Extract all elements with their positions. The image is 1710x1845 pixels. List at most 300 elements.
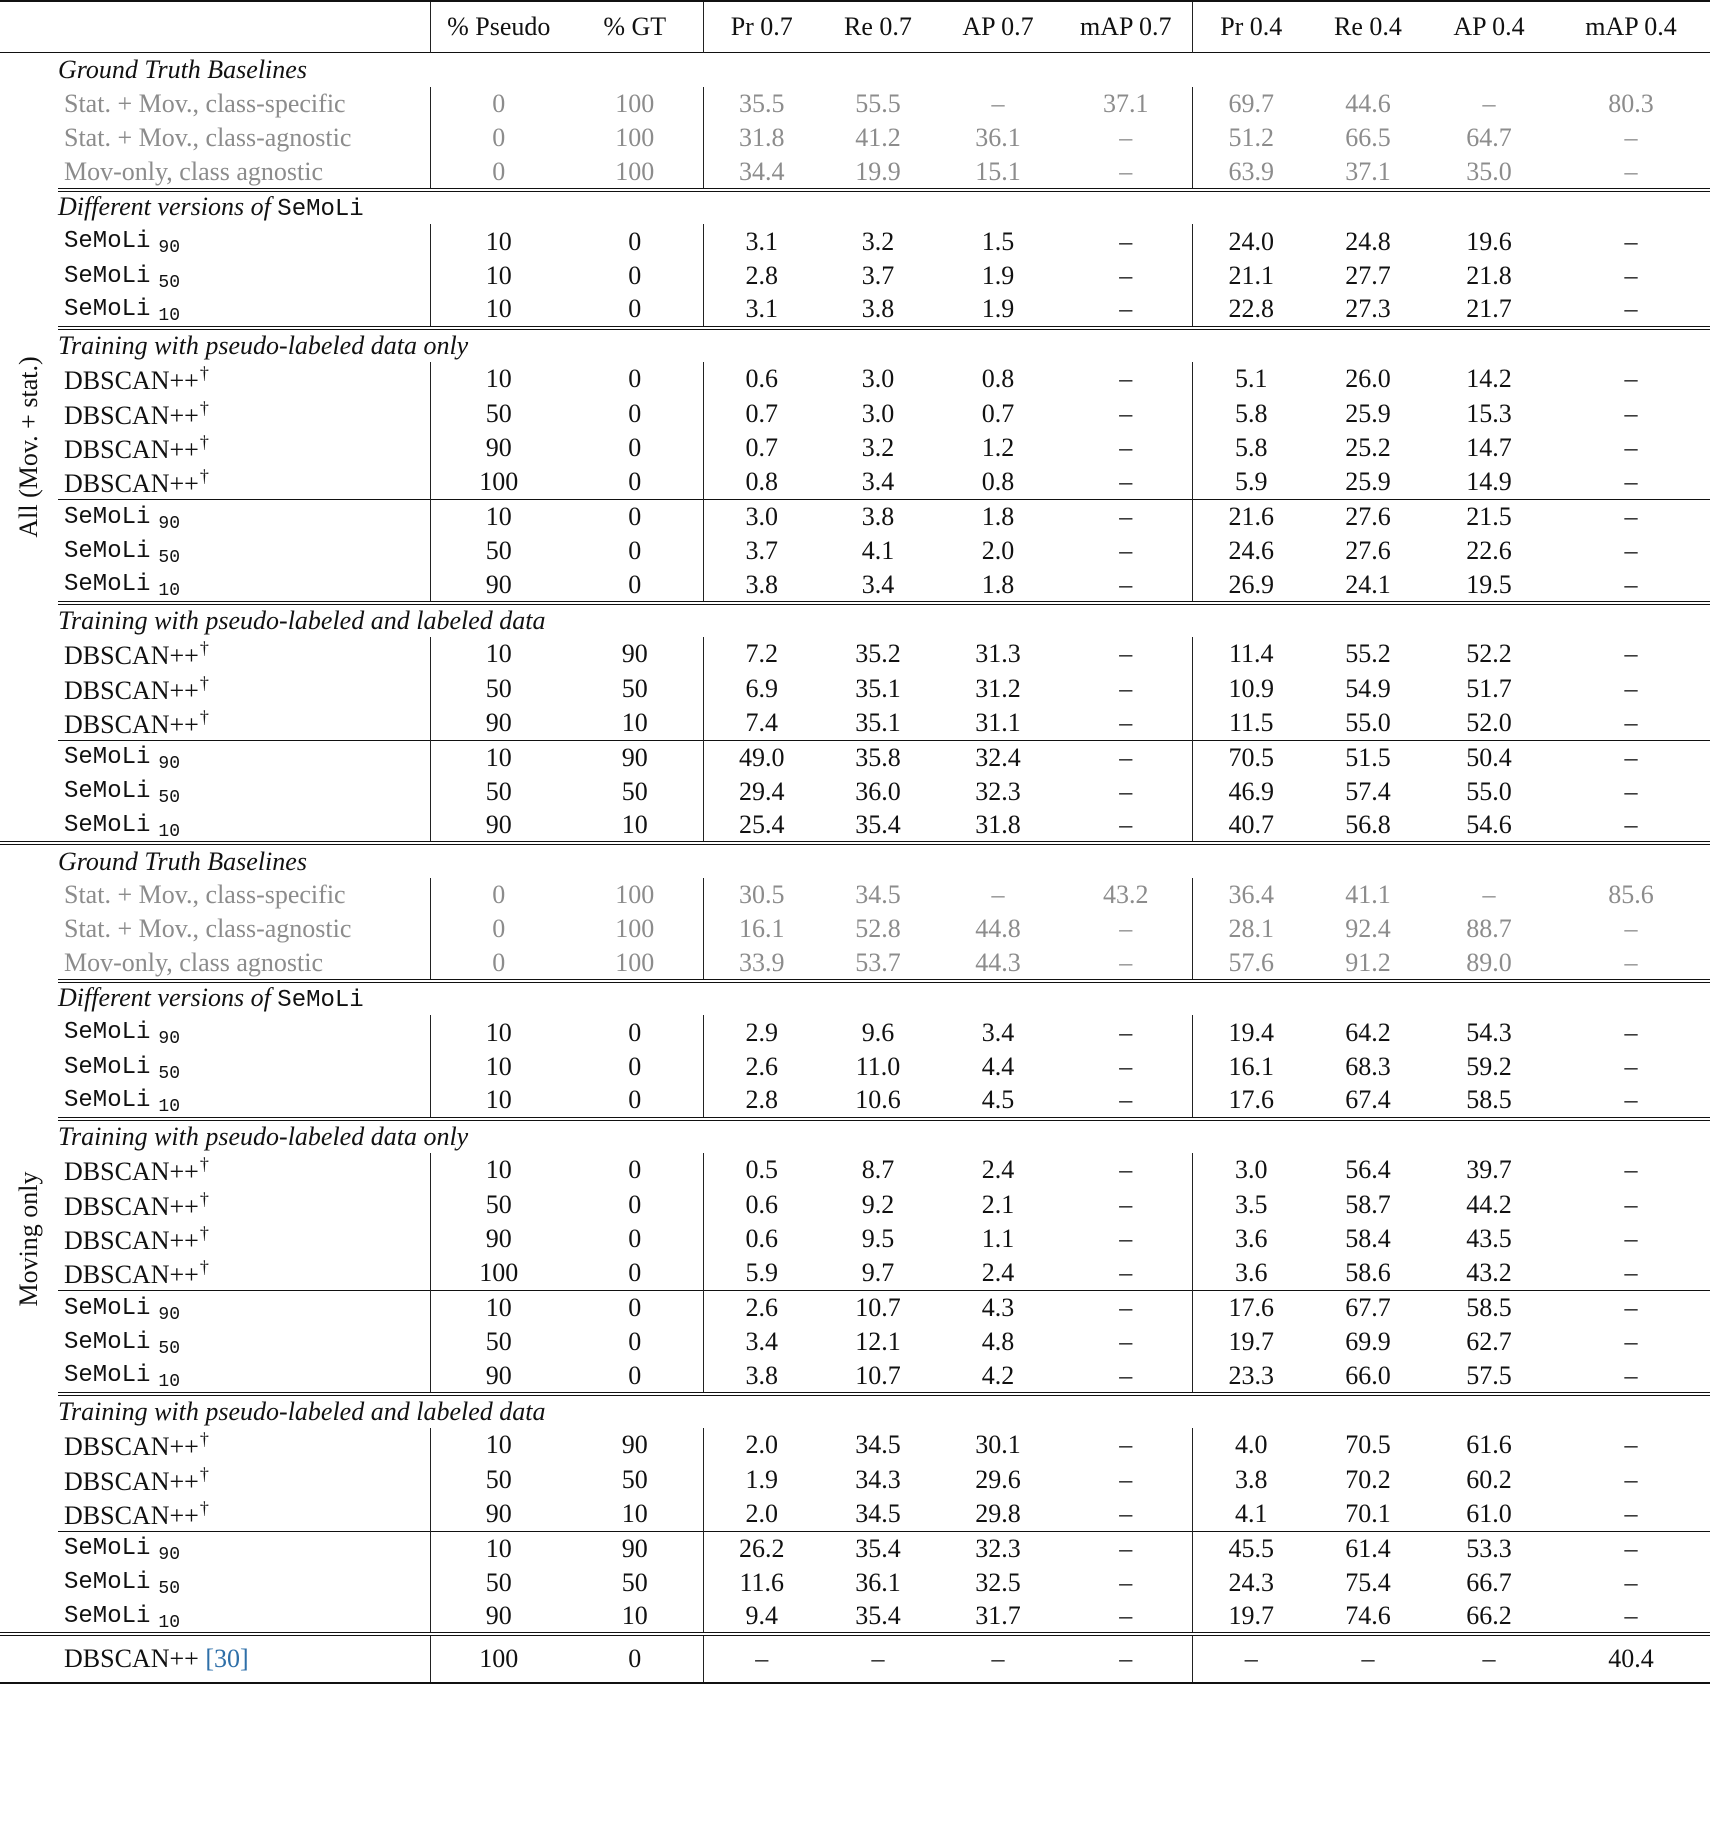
group-title-text: Ground Truth Baselines [58,54,307,84]
value-cell: – [1119,1293,1133,1322]
value-cell: 21.6 [1192,500,1310,534]
table-row [0,121,1710,155]
value-cell: – [1119,1360,1133,1390]
value-cell: 10 [430,362,567,396]
method-cell [58,740,430,774]
value-cell: 90 [621,1430,648,1460]
value-cell: 3.4 [981,1017,1015,1047]
table-row [0,1359,1710,1393]
value-cell: 40.7 [1192,809,1310,843]
value-cell: 36.4 [1192,878,1310,912]
group-title-text: Training with pseudo-labeled data only [58,330,469,360]
value-cell: 10 [430,637,567,671]
method-cell [58,1291,430,1325]
table-row [0,259,1710,293]
section-label: Moving only [14,1171,43,1307]
value-cell: 90 [621,742,648,772]
method-cell [58,1222,430,1256]
dagger-mark: † [199,706,209,727]
value-cell: – [1119,156,1133,186]
value-cell: 41.1 [1345,880,1391,910]
value-cell: 32.5 [975,1567,1021,1597]
value-cell: 50 [621,673,648,703]
value-cell: 100 [615,156,655,186]
method-name: SeMoLi [64,503,151,531]
method-cell [58,121,430,155]
value-cell: 0 [430,878,567,912]
method-name: DBSCAN++ [64,400,199,430]
value-cell: 3.1 [703,224,820,258]
value-cell: 61.6 [1466,1430,1512,1460]
value-cell: 54.6 [1466,810,1512,840]
value-cell: 4.1 [861,536,895,566]
value-cell: 3.7 [703,534,820,568]
method-cell [58,293,430,327]
value-cell: 51.2 [1192,121,1310,155]
value-cell: 3.0 [1192,1153,1310,1187]
table-row [0,1256,1710,1290]
value-cell: 27.3 [1345,294,1391,324]
table-row [0,1187,1710,1221]
group-title [58,981,1710,1015]
method-cell [58,431,430,465]
method-name: SeMoLi [64,778,151,806]
method-cell [58,947,430,981]
value-cell: – [1624,569,1638,599]
value-cell: 85.6 [1608,880,1654,910]
method-name: SeMoLi [64,1086,151,1114]
method-cell [58,465,430,499]
value-cell: 0 [628,432,642,462]
value-cell: – [1624,1017,1638,1047]
value-cell: 14.2 [1466,364,1512,394]
value-cell: – [1119,707,1133,737]
value-cell: 3.0 [861,398,895,428]
value-cell: 2.0 [703,1497,820,1531]
value-cell: 31.8 [975,810,1021,840]
citation-link[interactable]: [30] [205,1644,249,1674]
value-cell: 0 [430,156,567,190]
value-cell: 37.1 [1103,89,1149,119]
value-cell: 21.1 [1192,259,1310,293]
value-cell: – [1624,1085,1638,1115]
value-cell: 3.0 [703,500,820,534]
table-row [0,740,1710,774]
group-title-row [0,843,1710,877]
table-row [0,87,1710,121]
value-cell: 10 [430,740,567,774]
value-cell: 50 [430,1463,567,1497]
value-cell: 2.0 [703,1428,820,1462]
value-cell: 0.7 [703,396,820,430]
value-cell: – [1119,398,1133,428]
value-cell: 11.6 [703,1566,820,1600]
value-cell: 5.8 [1192,431,1310,465]
value-cell: 2.4 [981,1258,1015,1288]
footer-row [0,1634,1710,1683]
col-pr07: Pr 0.7 [703,1,820,53]
header-empty-side [0,1,58,53]
method-cell [58,1463,430,1497]
value-cell: – [1119,364,1133,394]
method-subscript: 50 [158,1338,181,1359]
value-cell: 7.4 [703,706,820,740]
value-cell: 19.5 [1466,569,1512,599]
table-row [0,1153,1710,1187]
value-cell: 2.4 [981,1155,1015,1185]
dagger-mark: † [199,1154,209,1175]
value-cell: 37.1 [1345,156,1391,186]
value-cell: 100 [430,1634,567,1683]
value-cell: 2.6 [703,1050,820,1084]
group-title [58,1394,1710,1428]
value-cell: 9.7 [861,1258,895,1288]
group-title-row [0,190,1710,224]
value-cell: 46.9 [1192,775,1310,809]
value-cell: 0 [430,912,567,946]
value-cell: 0 [430,947,567,981]
group-title-row [0,1119,1710,1153]
value-cell: – [1119,123,1133,153]
value-cell: 1.8 [981,502,1015,532]
method-cell [58,878,430,912]
method-name: Mov-only, class agnostic [64,156,323,186]
method-name: SeMoLi [64,262,151,290]
value-cell: 88.7 [1466,914,1512,944]
value-cell: 0 [628,226,642,256]
col-gt: % GT [603,12,667,41]
value-cell: 34.3 [855,1464,901,1494]
value-cell: 3.6 [1192,1256,1310,1290]
value-cell: 35.2 [855,639,901,669]
value-cell: – [1624,364,1638,394]
value-cell: 52.0 [1466,707,1512,737]
value-cell: 26.2 [703,1531,820,1565]
value-cell: 100 [430,465,567,499]
method-cell [58,1359,430,1393]
table-row [0,224,1710,258]
value-cell: – [1119,467,1133,497]
value-cell: 91.2 [1345,947,1391,977]
group-title-row [0,1394,1710,1428]
value-cell: – [1624,1052,1638,1082]
value-cell: 19.9 [855,156,901,186]
value-cell: 70.5 [1345,1430,1391,1460]
value-cell: – [1119,569,1133,599]
value-cell: 2.0 [981,536,1015,566]
value-cell: 10 [430,1531,567,1565]
value-cell: 19.7 [1192,1325,1310,1359]
value-cell: 34.5 [855,1498,901,1528]
value-cell: 0 [628,502,642,532]
value-cell: 66.2 [1466,1601,1512,1631]
value-cell: 52.8 [855,914,901,944]
footer-section [0,1634,1710,1683]
method-subscript: 90 [158,1304,181,1325]
value-cell: – [1624,1189,1638,1219]
value-cell: 69.9 [1345,1327,1391,1357]
value-cell: 0 [628,1017,642,1047]
value-cell: – [1624,123,1638,153]
value-cell: 0.7 [703,431,820,465]
value-cell: 10 [430,1084,567,1118]
value-cell: 10 [621,810,648,840]
value-cell: 2.9 [703,1015,820,1049]
value-cell: 50 [430,1187,567,1221]
method-cell [58,87,430,121]
value-cell: 26.0 [1345,364,1391,394]
method-name: SeMoLi [64,1019,151,1047]
value-cell: 21.8 [1466,261,1512,291]
value-cell: 2.8 [703,1084,820,1118]
value-cell: 55.0 [1345,707,1391,737]
value-cell: 60.2 [1466,1464,1512,1494]
value-cell: 0.7 [981,398,1015,428]
method-subscript: 10 [158,305,181,326]
table-row [0,1497,1710,1531]
value-cell: – [1482,89,1496,119]
table-row [0,1428,1710,1462]
value-cell: 3.4 [861,467,895,497]
value-cell: – [1119,776,1133,806]
method-subscript: 50 [158,1063,181,1084]
value-cell: 67.4 [1345,1085,1391,1115]
value-cell: 24.3 [1192,1566,1310,1600]
value-cell: 90 [430,1497,567,1531]
value-cell: 0.8 [981,467,1015,497]
method-name: SeMoLi [64,1328,151,1356]
value-cell: 10 [430,1050,567,1084]
group-title-text: Training with pseudo-labeled and labeled data [58,1396,546,1426]
method-cell [58,1428,430,1462]
method-cell [58,1325,430,1359]
value-cell: 29.4 [703,775,820,809]
value-cell: 25.9 [1345,398,1391,428]
dagger-mark: † [199,1429,209,1450]
dagger-mark: † [199,672,209,693]
method-subscript: 90 [158,1029,181,1050]
method-name: SeMoLi [64,1535,151,1563]
table-row [0,362,1710,396]
method-subscript: 10 [158,1372,181,1393]
value-cell: 16.1 [1192,1050,1310,1084]
method-name: SeMoLi [64,537,151,565]
value-cell: 10 [430,500,567,534]
col-pseudo: % Pseudo [430,1,567,53]
value-cell: – [1119,432,1133,462]
method-cell [58,224,430,258]
value-cell: 58.5 [1466,1085,1512,1115]
value-cell: – [1119,226,1133,256]
value-cell: 100 [615,880,655,910]
value-cell: 35.4 [855,1533,901,1563]
value-cell: – [1361,1644,1375,1674]
value-cell: 64.7 [1466,123,1512,153]
value-cell: 19.7 [1192,1600,1310,1634]
method-cell [58,534,430,568]
method-name: DBSCAN++ [64,1191,199,1221]
value-cell: – [1624,502,1638,532]
value-cell: 53.7 [855,947,901,977]
value-cell: – [1119,261,1133,291]
value-cell: 5.9 [703,1256,820,1290]
method-name: SeMoLi [64,744,151,772]
value-cell: – [1624,1223,1638,1253]
value-cell: – [1624,776,1638,806]
method-cell [58,156,430,190]
table-row [0,637,1710,671]
header-empty-method [58,1,430,53]
value-cell: – [1119,947,1133,977]
col-re07: Re 0.7 [844,12,912,41]
value-cell: 90 [621,1533,648,1563]
value-cell: 3.8 [703,1359,820,1393]
method-subscript: 90 [158,754,181,775]
value-cell: – [1624,1430,1638,1460]
value-cell: – [1119,1327,1133,1357]
table-row [0,1531,1710,1565]
col-map04: mAP 0.4 [1585,12,1677,41]
value-cell: 11.4 [1192,637,1310,671]
dagger-mark: † [199,431,209,452]
value-cell: 24.0 [1192,224,1310,258]
group-title [58,53,1710,87]
value-cell: 50.4 [1466,742,1512,772]
value-cell: – [703,1634,820,1683]
value-cell: 0 [628,364,642,394]
value-cell: – [1119,536,1133,566]
method-subscript: 10 [158,821,181,842]
value-cell: 75.4 [1345,1567,1391,1597]
value-cell: 31.3 [975,639,1021,669]
value-cell: 21.5 [1466,502,1512,532]
value-cell: 29.6 [975,1464,1021,1494]
method-name: DBSCAN++ [64,1225,199,1255]
method-subscript: 10 [158,1096,181,1117]
value-cell: 8.7 [861,1155,895,1185]
value-cell: – [1119,1052,1133,1082]
method-name: SeMoLi [64,1053,151,1081]
header-row [0,1,1710,53]
method-name: DBSCAN++ [64,366,199,396]
value-cell: – [1624,1360,1638,1390]
method-cell [58,672,430,706]
value-cell: – [1482,1644,1496,1674]
value-cell: 0 [628,261,642,291]
table-row [0,1222,1710,1256]
group-title-row [0,981,1710,1015]
col-re04: Re 0.4 [1334,12,1402,41]
method-name: DBSCAN++ [64,1157,199,1187]
value-cell: 36.1 [855,1567,901,1597]
dagger-mark: † [199,1497,209,1518]
value-cell: 4.1 [1192,1497,1310,1531]
value-cell: 0 [628,1293,642,1322]
value-cell: 15.3 [1466,398,1512,428]
value-cell: 40.4 [1608,1644,1654,1674]
table-row [0,809,1710,843]
value-cell: – [1624,1567,1638,1597]
value-cell: 41.2 [855,123,901,153]
value-cell: 50 [430,1566,567,1600]
value-cell: – [1624,707,1638,737]
value-cell: 44.3 [975,947,1021,977]
dagger-mark: † [199,1257,209,1278]
value-cell: 55.2 [1345,639,1391,669]
method-name: Stat. + Mov., class-specific [64,880,346,910]
table-row [0,156,1710,190]
value-cell: 31.8 [703,121,820,155]
value-cell: 54.9 [1345,673,1391,703]
table-row [0,465,1710,499]
method-subscript: 50 [158,1579,181,1600]
value-cell: 10 [430,1291,567,1325]
group-title-text: Different versions of [58,983,278,1013]
table-row [0,431,1710,465]
value-cell: 63.9 [1192,156,1310,190]
value-cell: 90 [430,1222,567,1256]
dagger-mark: † [199,1188,209,1209]
value-cell: 90 [430,706,567,740]
value-cell: 27.6 [1345,502,1391,532]
method-cell [58,1256,430,1290]
method-cell [58,396,430,430]
value-cell: 5.1 [1192,362,1310,396]
method-cell [58,1084,430,1118]
value-cell: 11.5 [1192,706,1310,740]
value-cell: – [1624,673,1638,703]
value-cell: 0 [430,121,567,155]
value-cell: 0.8 [981,364,1015,394]
value-cell: 100 [615,89,655,119]
table-row [0,706,1710,740]
group-title-text: Training with pseudo-labeled data only [58,1121,469,1151]
value-cell: – [1624,1258,1638,1288]
value-cell: 10 [430,1428,567,1462]
section-all [0,53,1710,844]
value-cell: 10.7 [855,1360,901,1390]
value-cell: 16.1 [703,912,820,946]
value-cell: 0 [628,1155,642,1185]
table-row [0,1566,1710,1600]
value-cell: – [1624,1293,1638,1322]
col-pr04: Pr 0.4 [1192,1,1310,53]
value-cell: – [1119,673,1133,703]
value-cell: 39.7 [1466,1155,1512,1185]
value-cell: 89.0 [1466,947,1512,977]
value-cell: 3.2 [861,432,895,462]
method-cell [58,1187,430,1221]
value-cell: 59.2 [1466,1052,1512,1082]
method-name: Stat. + Mov., class-agnostic [64,914,352,944]
method-cell [58,775,430,809]
method-name: SeMoLi [64,1602,151,1630]
group-title-mono: SeMoLi [277,987,364,1015]
value-cell: 10 [430,224,567,258]
value-cell: 0 [628,1360,642,1390]
value-cell: 51.5 [1345,742,1391,772]
section-moving-only [0,843,1710,1634]
method-name: DBSCAN++ [64,469,199,499]
value-cell: 90 [430,1359,567,1393]
method-cell [58,706,430,740]
value-cell: 70.1 [1345,1498,1391,1528]
table-row [0,568,1710,602]
value-cell: 0 [628,1258,642,1288]
value-cell: 27.6 [1345,536,1391,566]
value-cell: 0 [628,1085,642,1115]
method-cell [58,500,430,534]
